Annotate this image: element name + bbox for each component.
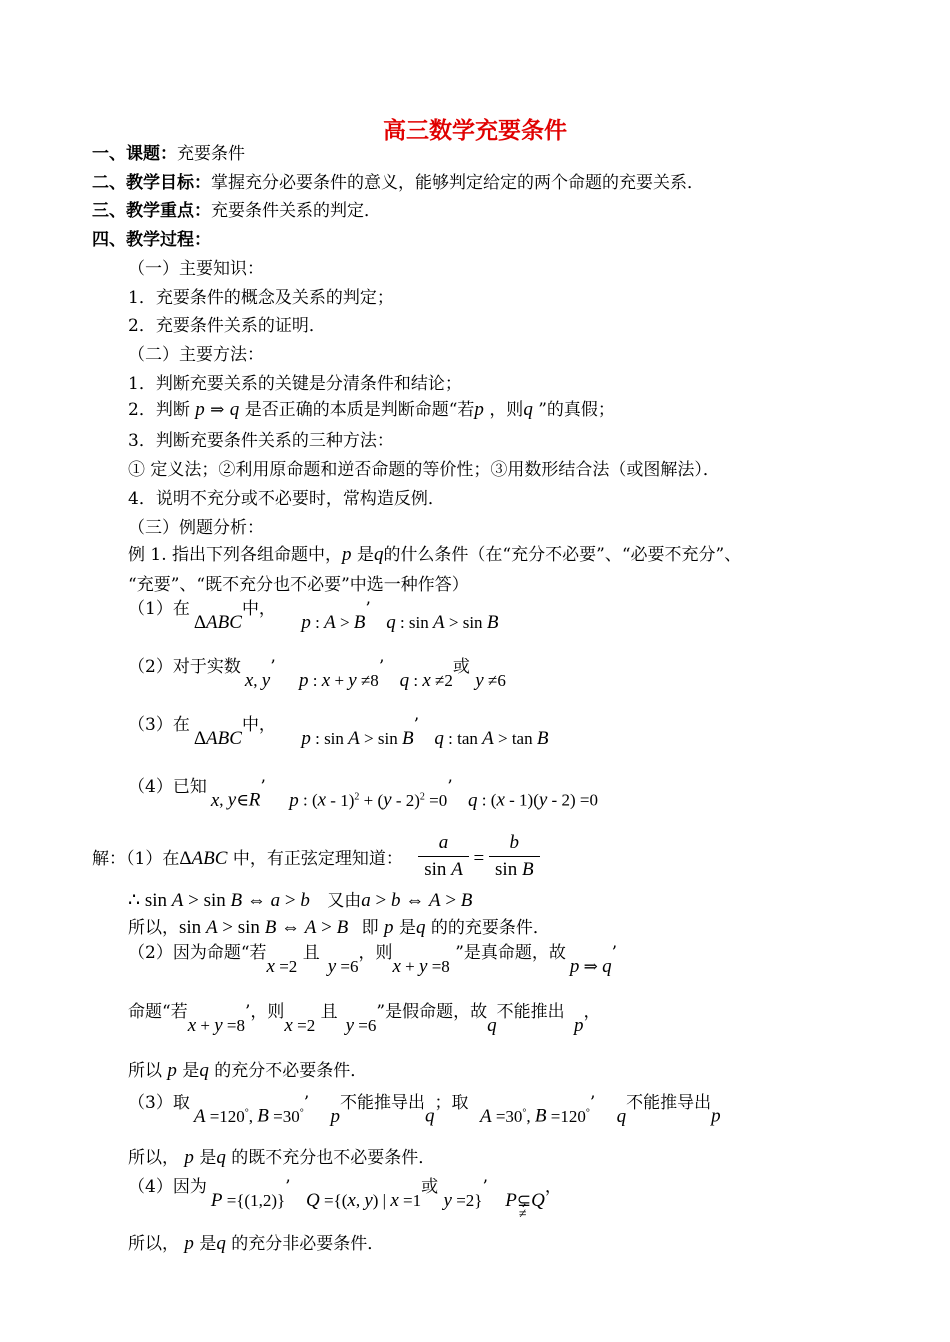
solution-2-line3: 所以 p 是q 的充分不必要条件． (128, 1060, 368, 1081)
example-q3: （3）在ΔABC中， p : sin A > sin B’ q : tan A > tan B (128, 715, 549, 749)
example-1-cont: “充要”、“既不充分也不必要”中选一种作答） (128, 575, 469, 595)
solution-1: 解：（1）在ΔABC 中，有正弦定理知道： $\frac{a}{\text{sin A}}$ = $\frac{b}{\text{sin B}}$ (92, 838, 540, 881)
fraction: $\frac{a}{\text{sin A}}$ (418, 832, 469, 881)
method-item: ① 定义法；②利用原命题和逆否命题的等价性；③用数形结合法（或图解法）． (128, 460, 720, 480)
method-item: 4．说明不充分或不必要时，常构造反例． (128, 489, 445, 509)
knowledge-item: 2．充要条件关系的证明． (128, 316, 326, 336)
section-focus (92, 200, 381, 222)
example-1: 例 1. 指出下列各组命题中，p 是q的什么条件（在“充分不必要”、“必要不充分”、 (128, 544, 742, 565)
fraction: $\frac{b}{\text{sin B}}$ (489, 832, 540, 881)
example-q4: （4）已知x, y∈R’ p : (x - 1)$^2$ + (y - 2)$^2$ =0’ q : (x - 1)(y - 2) =0 (128, 776, 598, 811)
section-heading: 四、教学过程： (92, 230, 211, 250)
section-heading: 一、课题： (92, 144, 177, 164)
example-q1: （1）在ΔABC中， p : A > B’ q : sin A > sin B (128, 599, 499, 633)
section-text: 充要条件关系的判定． (211, 201, 381, 221)
solution-1-line2: ∴ sin A > sin B ⇔ a > b 又由a > b ⇔ A > B (128, 890, 473, 911)
solution-3-line2: 所以， p 是q 的既不充分也不必要条件． (128, 1147, 436, 1168)
method-item: 2．判断 p ⇒ q 是否正确的本质是判断命题“若p ，则q ”的真假； (128, 399, 615, 420)
section-text: 充要条件 (177, 144, 245, 164)
solution-2-line2: 命题“若x + y =8’，则x =2 且y =6”是假命题，故q不能推出 p， (128, 1002, 601, 1036)
section-text: 掌握充分必要条件的意义，能够判定给定的两个命题的充要关系． (211, 173, 704, 193)
method-item: 1．判断充要关系的关键是分清条件和结论； (128, 374, 462, 394)
solution-3: （3）取A =120°, B =30°’ p不能推导出q；取 A =30°, B =120°’ q不能推导出p (128, 1092, 721, 1127)
methods-heading: （二）主要方法： (128, 345, 264, 365)
example-q2: （2）对于实数x, y’ p : x + y ≠8’ q : x ≠2或 y ≠6 (128, 657, 506, 691)
solution-4-line2: 所以， p 是q 的充分非必要条件． (128, 1233, 385, 1254)
section-heading: 三、教学重点： (92, 201, 211, 221)
section-heading: 二、教学目标： (92, 173, 211, 193)
section-process (92, 229, 211, 251)
examples-heading: （三）例题分析： (128, 518, 264, 538)
page-title: 高三数学充要条件 (383, 117, 567, 144)
knowledge-item: 1．充要条件的概念及关系的判定； (128, 288, 394, 308)
solution-1-line3: 所以，sin A > sin B ⇔ A > B 即 p 是q 的的充要条件． (128, 917, 550, 938)
solution-2: （2）因为命题“若x =2 且y =6，则x + y =8 ”是真命题，故p ⇒ q’ (128, 943, 618, 977)
solution-4: （4）因为P ={(1,2)}’ Q ={(x, y) | x =1或 y =2}’ P⊊ ≠ Q， (128, 1177, 562, 1222)
section-objective (92, 172, 704, 194)
method-item: 3．判断充要条件关系的三种方法： (128, 431, 394, 451)
knowledge-heading: （一）主要知识： (128, 259, 264, 279)
section-topic (92, 143, 245, 165)
